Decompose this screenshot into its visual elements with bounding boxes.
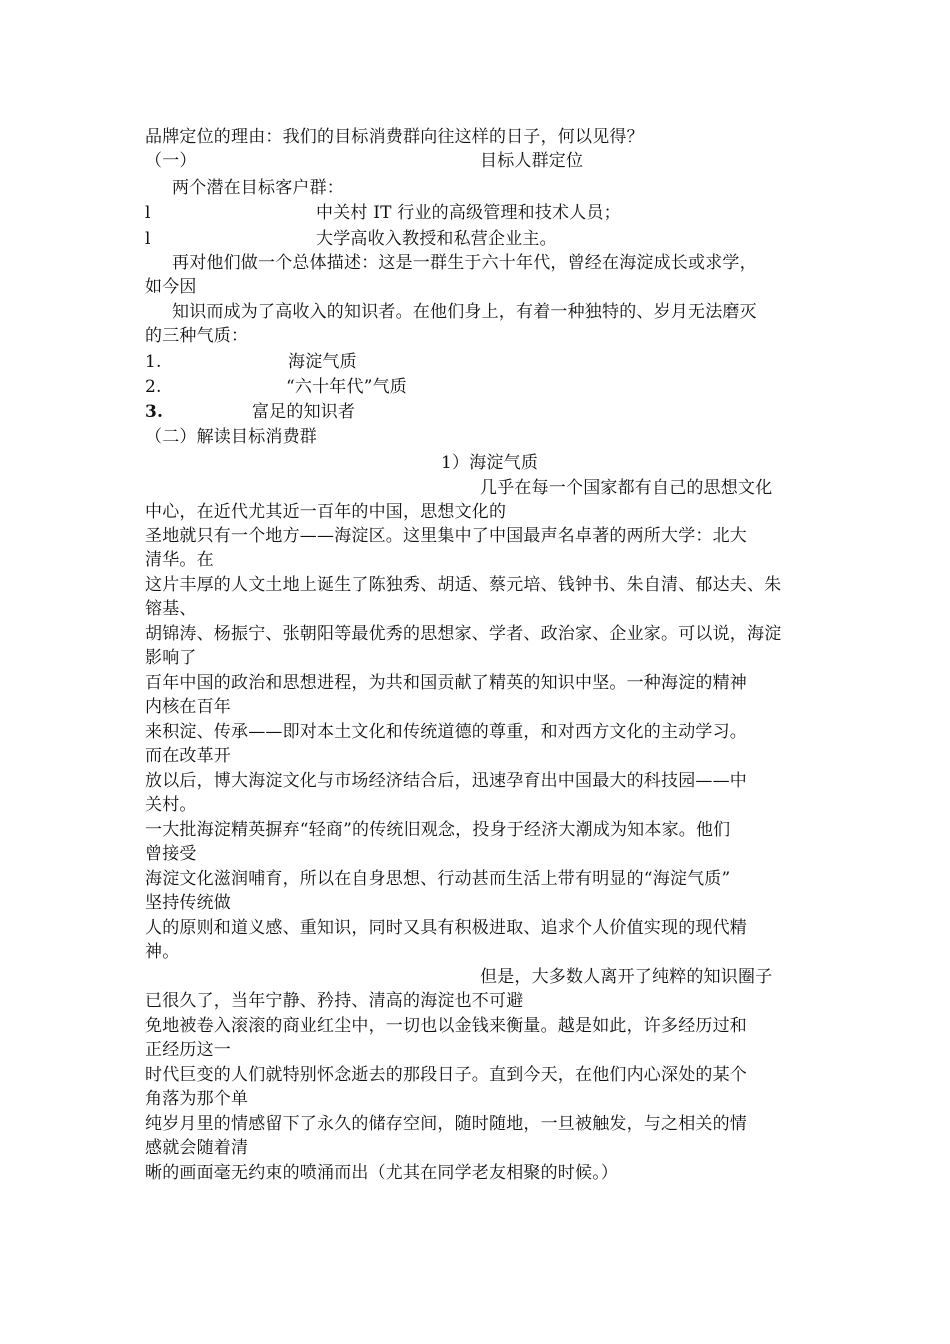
description-line: 知识而成为了高收入的知识者。在他们身上，有着一种独特的、岁月无法磨灭 (172, 302, 757, 322)
section-1-marker: （一） (145, 151, 197, 171)
section-2-title: （二）解读目标消费群 (145, 427, 317, 447)
body-line: 海淀文化滋润哺育，所以在自身思想、行动甚而生活上带有明显的“海淀气质” (145, 869, 731, 889)
body-line: 纯岁月里的情感留下了永久的储存空间，随时随地，一旦被触发，与之相关的情 (145, 1114, 747, 1134)
quality-3-text: 富足的知识者 (252, 402, 356, 422)
body-line: 但是，大多数人离开了纯粹的知识圈子 (480, 967, 773, 987)
body-line: 角落为那个单 (145, 1089, 249, 1109)
description-line: 如今因 (145, 277, 197, 297)
body-line: 时代巨变的人们就特别怀念逝去的那段日子。直到今天，在他们内心深处的某个 (145, 1065, 747, 1085)
body-line: 一大批海淀精英摒弃“轻商”的传统旧观念，投身于经济大潮成为知本家。他们 (145, 820, 731, 840)
body-line: 几乎在每一个国家都有自己的思想文化 (480, 478, 773, 498)
quality-2-text: “六十年代”气质 (286, 377, 407, 397)
body-line: 人的原则和道义感、重知识，同时又具有积极进取、追求个人价值实现的现代精 (145, 918, 747, 938)
quality-3-marker: 3. (145, 402, 164, 422)
body-line: 镕基、 (145, 599, 197, 619)
intro-line: 品牌定位的理由：我们的目标消费群向往这样的日子，何以见得？ (145, 127, 644, 147)
quality-1-marker: 1. (145, 352, 162, 372)
body-line: 正经历这一 (145, 1040, 231, 1060)
body-line: 百年中国的政治和思想进程，为共和国贡献了精英的知识中坚。一种海淀的精神 (145, 673, 747, 693)
body-line: 来积淀、传承——即对本土文化和传统道德的尊重，和对西方文化的主动学习。 (145, 722, 747, 742)
body-line: 感就会随着清 (145, 1138, 249, 1158)
body-line: 晰的画面毫无约束的喷涌而出（尤其在同学老友相聚的时候。） (145, 1163, 619, 1183)
body-line: 而在改革开 (145, 746, 231, 766)
body-line: 曾接受 (145, 844, 197, 864)
group-1-marker: l (145, 203, 151, 223)
body-line: 影响了 (145, 648, 197, 668)
body-line: 免地被卷入滚滚的商业红尘中，一切也以金钱来衡量。越是如此，许多经历过和 (145, 1016, 747, 1036)
body-line: 圣地就只有一个地方——海淀区。这里集中了中国最声名卓著的两所大学：北大 (145, 526, 747, 546)
body-line: 中心，在近代尤其近一百年的中国，思想文化的 (145, 502, 507, 522)
body-line: 内核在百年 (145, 697, 231, 717)
subsection-1-title: 1）海淀气质 (441, 453, 539, 473)
body-line: 坚持传统做 (145, 893, 231, 913)
body-line: 放以后，博大海淀文化与市场经济结合后，迅速孕育出中国最大的科技园——中 (145, 771, 747, 791)
description-line: 的三种气质： (145, 326, 249, 346)
body-line: 这片丰厚的人文土地上诞生了陈独秀、胡适、蔡元培、钱钟书、朱自清、郁达夫、朱 (145, 575, 782, 595)
body-line: 已很久了，当年宁静、矜持、清高的海淀也不可避 (145, 991, 524, 1011)
quality-2-marker: 2. (145, 377, 162, 397)
group-2-text: 大学高收入教授和私营企业主。 (316, 229, 557, 249)
groups-lead: 两个潜在目标客户群： (172, 178, 344, 198)
section-1-title: 目标人群定位 (480, 151, 584, 171)
body-line: 神。 (145, 942, 180, 962)
description-line: 再对他们做一个总体描述：这是一群生于六十年代，曾经在海淀成长或求学， (172, 253, 757, 273)
body-line: 清华。在 (145, 550, 214, 570)
group-1-text: 中关村 IT 行业的高级管理和技术人员； (316, 203, 621, 223)
body-line: 关村。 (145, 795, 197, 815)
body-line: 胡锦涛、杨振宁、张朝阳等最优秀的思想家、学者、政治家、企业家。可以说，海淀 (145, 624, 782, 644)
quality-1-text: 海淀气质 (288, 352, 357, 372)
group-2-marker: l (145, 229, 151, 249)
